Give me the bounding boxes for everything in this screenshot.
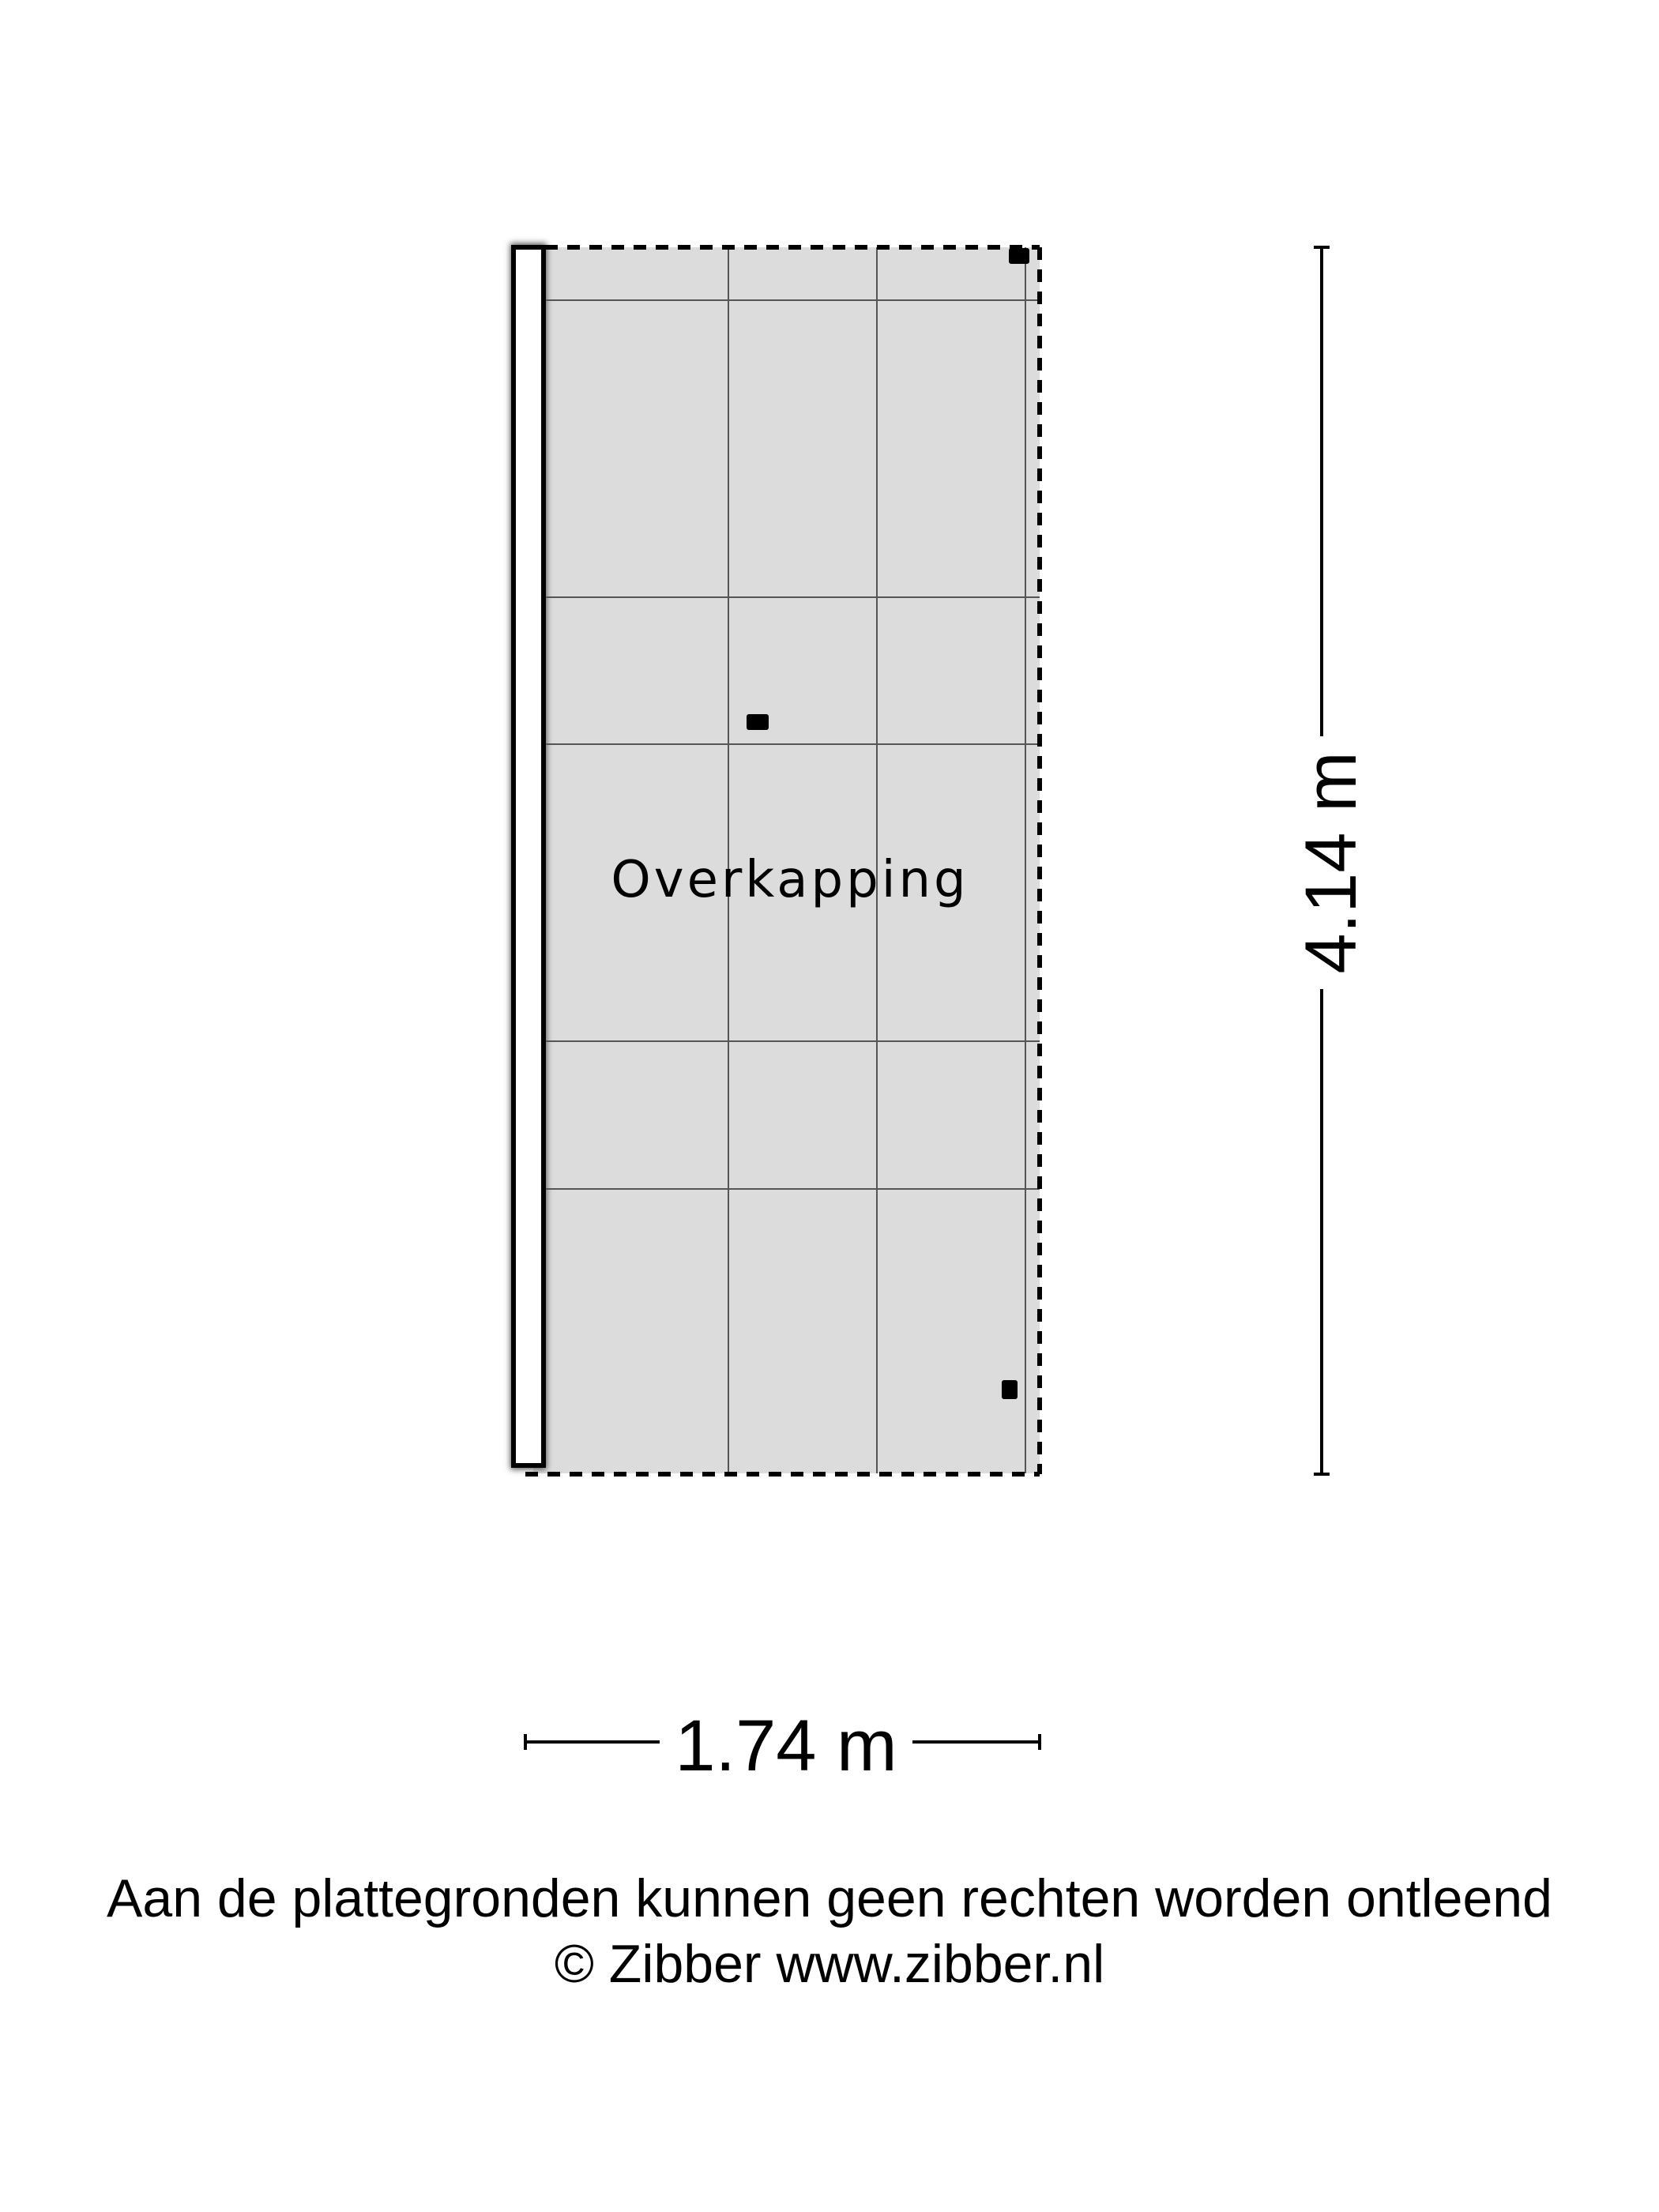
post-center bbox=[747, 714, 769, 730]
copyright-text: © Zibber www.zibber.nl bbox=[554, 1934, 1105, 1994]
post-bottom-right bbox=[1002, 1380, 1018, 1399]
post-top-right bbox=[1009, 248, 1029, 264]
wall-left bbox=[514, 247, 544, 1465]
width-dimension-label: 1.74 m bbox=[660, 1706, 912, 1785]
disclaimer-text: Aan de plattegronden kunnen geen rechten worden ontleend bbox=[107, 1868, 1552, 1928]
height-dimension-label: 4.14 m bbox=[1292, 736, 1371, 989]
room-label: Overkapping bbox=[611, 851, 969, 909]
